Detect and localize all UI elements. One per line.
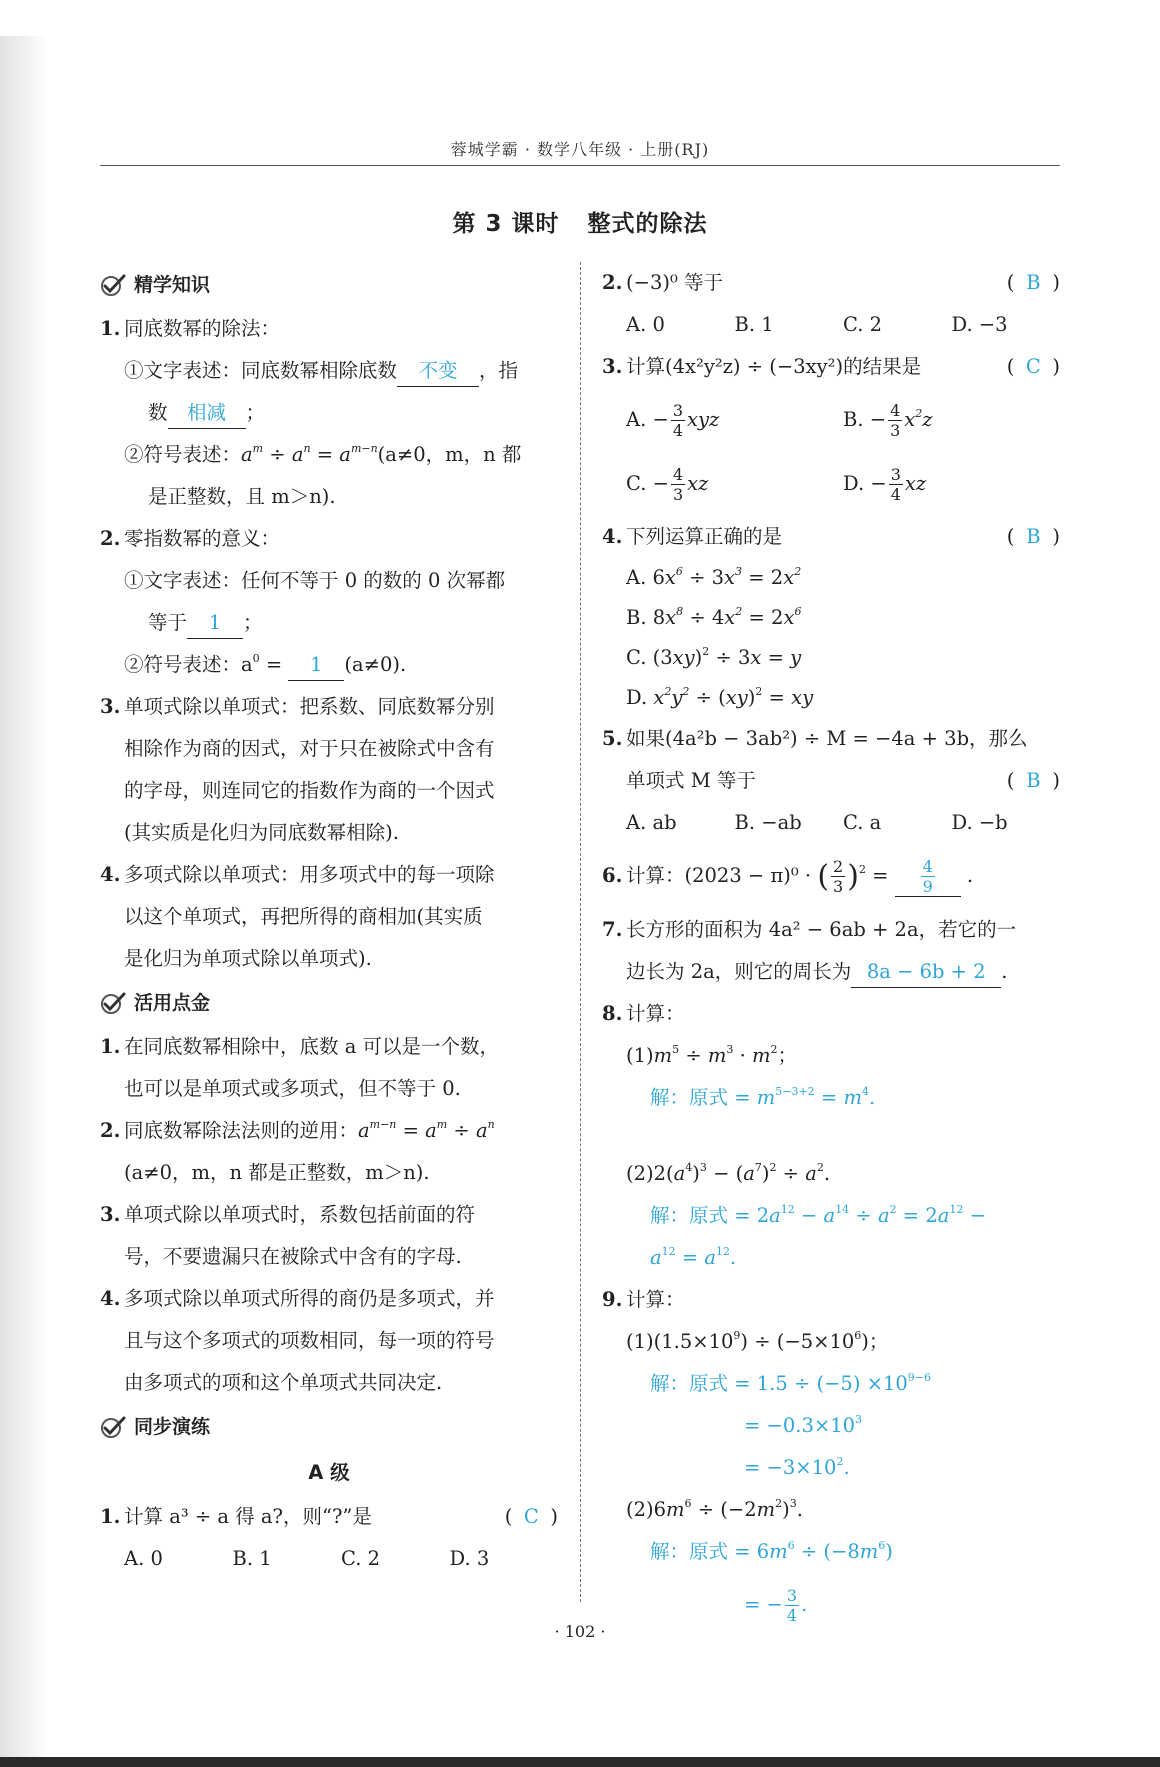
column-divider	[580, 262, 581, 1602]
section-heading-knowledge: 精学知识	[100, 262, 558, 308]
header-rule	[100, 165, 1060, 166]
fill-blank: 8a − 6b + 2	[851, 957, 1001, 988]
page-shadow	[0, 0, 48, 1767]
fill-blank: 1	[187, 608, 243, 639]
options-row: A. 0 B. 1 C. 2 D. −3	[626, 313, 1008, 336]
answer-choice: B	[1026, 769, 1041, 792]
check-icon	[100, 991, 126, 1015]
bottom-edge	[0, 1757, 1160, 1767]
tip-item-4: 4. 多项式除以单项式所得的商仍是多项式，并 且与这个多项式的项数相同，每一项的符号 由多项式的项和这个单项式共同决定.	[100, 1287, 495, 1394]
exercise-7: 7. 长方形的面积为 4a² − 6ab + 2a，若它的一 边长为 2a，则它的周长为 8a − 6b + 2 .	[602, 909, 1060, 993]
lesson-title	[100, 205, 1060, 238]
answer-choice: C	[523, 1505, 539, 1528]
knowledge-item-4: 4. 多项式除以单项式：用多项式中的每一项除 以这个单项式，再把所得的商相加(其实质 是化归为单项式除以单项式).	[100, 863, 495, 970]
exercise-2: 2. (−3)⁰ 等于 ( B ) A. 0 B. 1 C. 2 D. −3	[602, 262, 1060, 346]
exercise-5: 5. 如果(4a²b − 3ab²) ÷ M = −4a + 3b，那么 单项式 M 等于 ( B ) A. ab B. −ab C. a D. −b	[602, 718, 1060, 844]
fill-blank: 相减	[168, 398, 246, 429]
solution: 解：原式 = $6m^6 \div (-8m^6)$	[650, 1539, 893, 1563]
right-column	[602, 262, 1060, 1637]
check-icon	[100, 273, 126, 297]
left-column	[100, 262, 558, 1580]
tip-item-2: 2. 同底数幂除法法则的逆用：$a^{m-n} = a^m \div a^n$ (a≠0，m，n 都是正整数，m＞n).	[100, 1118, 495, 1184]
page-shadow-top	[0, 0, 48, 36]
exercise-8: 8. 计算： $(1)m^5 \div m^3 \cdot m^2$； 解：原式 = $m^{5-3+2} = m^4$. $(2)2(a^4)^3 - (a^7)^2 \div a^2$. 解：原式 = $2a^{12} - a^{14} \div a^2 = 2a^{12}$ − $a^{12} = a^{12}$.	[602, 993, 1060, 1279]
knowledge-1b: ②符号表述：$a^m \div a^n = a^{m-n}(a\ne 0$，m，n 都	[124, 442, 522, 466]
answer-choice: C	[1025, 355, 1041, 378]
options-row: A. − $\frac{3}{4}$ xyz B. − $\frac{4}{3}$ $x^2z$	[626, 401, 933, 440]
knowledge-item-1: 1. 同底数幂的除法： ①文字表述：同底数幂相除底数 不变 ，指 数 相减 ； ②符号表述：$a^m \div a^n = a^{m-n}(a\ne 0$，m，n 都 是正整数，且 m＞n).	[100, 308, 558, 518]
knowledge-item-2: 2. 零指数幂的意义： ①文字表述：任何不等于 0 的数的 0 次幂都 等于 1 ； ②符号表述：$a^0 = 1$ (a≠0).	[100, 518, 558, 686]
options-row: C. − $\frac{4}{3}$ xz D. − $\frac{3}{4}$ xz	[626, 465, 927, 504]
lesson-name: 整式的除法	[587, 211, 708, 237]
section-heading-practice: 同步演练	[100, 1404, 558, 1450]
solution: 解：原式 = $1.5 \div (-5) \times 10^{9-6}$	[650, 1371, 932, 1395]
knowledge-1a: ①文字表述：同底数幂相除底数 不变 ，指	[124, 350, 558, 392]
exercise-9: 9. 计算： $(1)(1.5\times 10^9) \div (-5\times 10^6)$； 解：原式 = $1.5 \div (-5) \times 10^{9-6}$ = $-0.3\times 10^3$ = $-3\times 10^2$. $(2)6m^6 \div (-2m^2)^3$. 解：原式 = $6m^6 \div (-8m^6)$ = − $\frac{3}{4}$ .	[602, 1279, 1060, 1637]
exercise-1: 1. 计算 a³ ÷ a 得 a?，则“?”是 ( C ) A. 0 B. 1 C. 2 D. 3	[100, 1496, 558, 1580]
exercise-6: 6. 计算：(2023 − π)⁰ · ( $\frac{2}{3}$ )$^2$ = $\frac{4}{9}$ .	[602, 857, 974, 896]
answer-choice: B	[1026, 271, 1041, 294]
answer-choice: B	[1026, 525, 1041, 548]
solution: 解：原式 = $2a^{12} - a^{14} \div a^2 = 2a^{12}$ −	[650, 1203, 986, 1227]
knowledge-item-3: 3. 单项式除以单项式：把系数、同底数幂分别 相除作为商的因式，对于只在被除式中含有 的字母，则连同它的指数作为商的一个因式 (其实质是化归为同底数幂相除).	[100, 695, 495, 844]
solution: 解：原式 = $m^{5-3+2} = m^4$.	[650, 1085, 876, 1109]
lesson-number: 第 3 课时	[452, 211, 560, 237]
page-number: · 102 ·	[554, 1622, 606, 1641]
exercise-3: 3. 计算(4x²y²z) ÷ (−3xy²)的结果是 ( C ) A. − $\frac{3}{4}$ xyz B. − $\frac{4}{3}$ $x^2z$ C. − $\frac{4}{3}$ xz D. − $\frac{3}{4}$ xz	[602, 346, 1060, 516]
fill-blank: 不变	[397, 356, 479, 387]
exercise-4: 4. 下列运算正确的是 ( B ) A. $6x^6 \div 3x^3 = 2x^2$ B. $8x^8 \div 4x^2 = 2x^6$ C. $(3xy)^2 \div 3x = y$ D. $x^2y^2 \div (xy)^2$ = xy	[602, 516, 1060, 718]
level-label: A 级	[308, 1461, 350, 1484]
section-heading-tips: 活用点金	[100, 980, 558, 1026]
options-row: A. ab B. −ab C. a D. −b	[626, 811, 1008, 834]
tip-item-1: 1. 在同底数幂相除中，底数 a 可以是一个数， 也可以是单项式或多项式，但不等于 0.	[100, 1035, 500, 1100]
running-head: 蓉城学霸 · 数学八年级 · 上册(RJ)	[450, 140, 710, 159]
fill-blank: $\frac{4}{9}$	[895, 857, 961, 897]
check-icon	[100, 1415, 126, 1439]
fill-blank: 1	[288, 650, 344, 681]
options-row: A. 0 B. 1 C. 2 D. 3	[124, 1547, 490, 1570]
tip-item-3: 3. 单项式除以单项式时，系数包括前面的符 号，不要遗漏只在被除式中含有的字母.	[100, 1203, 476, 1268]
